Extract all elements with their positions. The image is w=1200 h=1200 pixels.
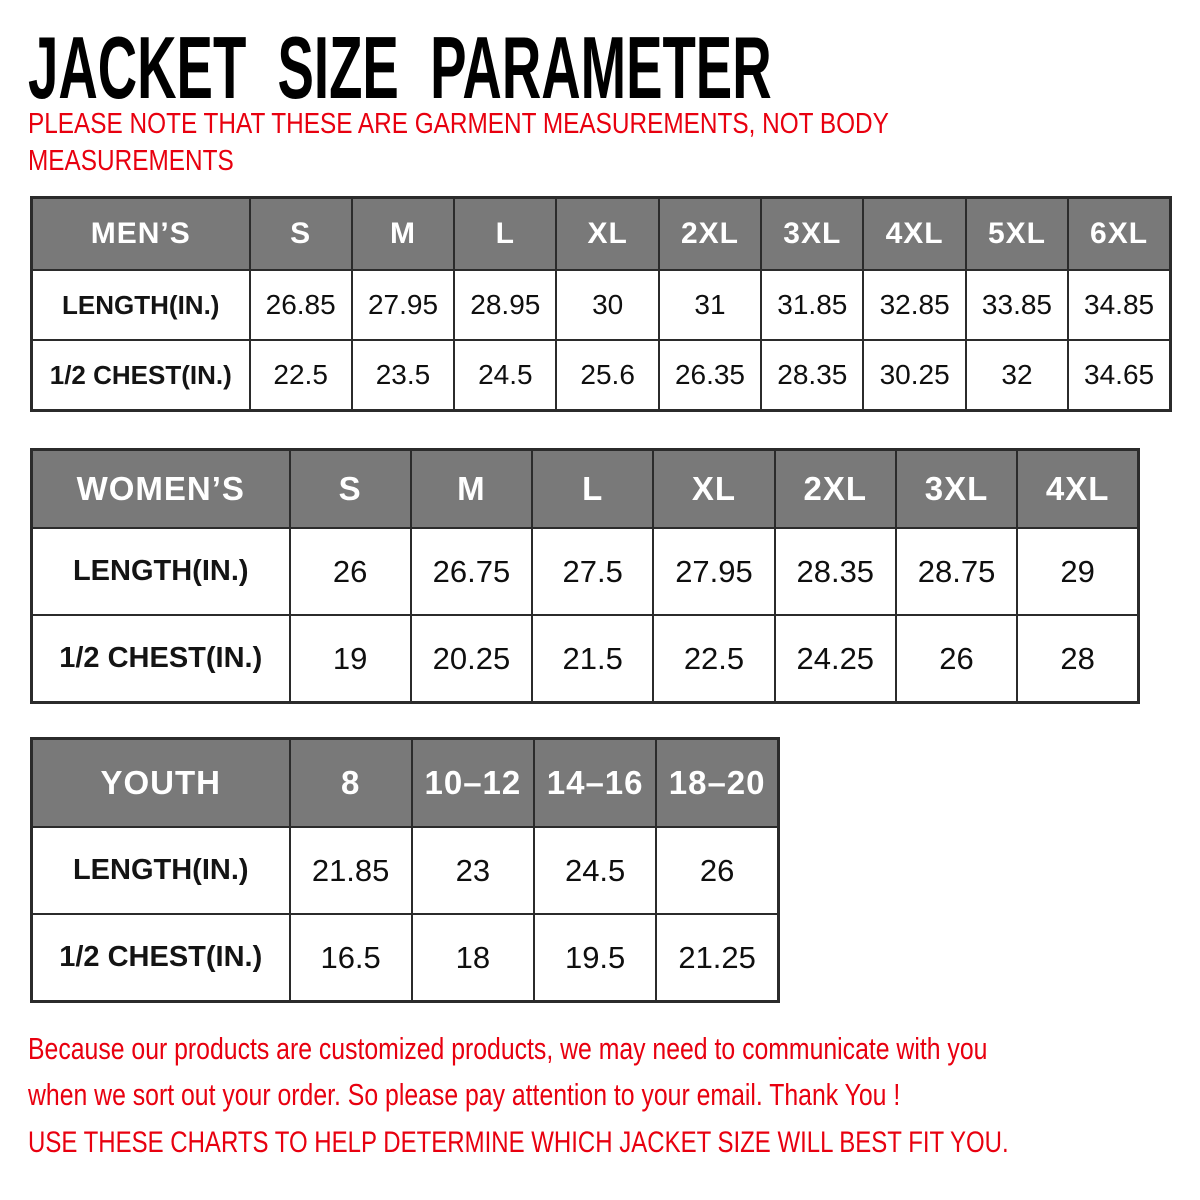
value-cell: 34.65 <box>1068 340 1170 411</box>
womens-header-row <box>32 450 1139 529</box>
value-cell: 22.5 <box>250 340 352 411</box>
value-cell: 30 <box>556 270 658 340</box>
size-header-cell: XL <box>653 450 774 529</box>
womens-chest-row <box>32 615 1139 703</box>
value-cell: 26.35 <box>659 340 761 411</box>
size-header-cell: 14–16 <box>534 739 656 828</box>
size-header-cell: S <box>250 198 352 271</box>
value-cell: 21.85 <box>290 827 412 914</box>
value-cell: 22.5 <box>653 615 774 703</box>
value-cell: 23 <box>412 827 534 914</box>
size-header-cell: L <box>454 198 556 271</box>
size-header-cell: M <box>352 198 454 271</box>
youth-size-table <box>30 737 780 1003</box>
value-cell: 26.85 <box>250 270 352 340</box>
size-header-cell: 8 <box>290 739 412 828</box>
value-cell: 26 <box>656 827 778 914</box>
size-header-cell: 4XL <box>863 198 965 271</box>
size-header-cell: 18–20 <box>656 739 778 828</box>
value-cell: 28.35 <box>761 340 863 411</box>
value-cell: 26.75 <box>411 528 532 615</box>
size-header-cell: 6XL <box>1068 198 1170 271</box>
value-cell: 32.85 <box>863 270 965 340</box>
note-line-2: MEASUREMENTS <box>28 145 234 177</box>
value-cell: 25.6 <box>556 340 658 411</box>
page-title: JACKET SIZE PARAMETER <box>28 18 772 117</box>
customization-notice-line-2: when we sort out your order. So please pay attention to your email. Thank You ! <box>28 1077 901 1112</box>
size-header-cell: 5XL <box>966 198 1068 271</box>
value-cell: 24.5 <box>534 827 656 914</box>
size-header-cell: XL <box>556 198 658 271</box>
womens-size-table <box>30 448 1140 704</box>
value-cell: 24.5 <box>454 340 556 411</box>
value-cell: 29 <box>1017 528 1138 615</box>
row-label-cell: LENGTH(IN.) <box>32 528 290 615</box>
value-cell: 19 <box>290 615 411 703</box>
mens-header-row <box>32 198 1171 271</box>
chart-usage-note: USE THESE CHARTS TO HELP DETERMINE WHICH JACKET SIZE WILL BEST FIT YOU. <box>28 1126 1009 1159</box>
value-cell: 21.5 <box>532 615 653 703</box>
value-cell: 28.95 <box>454 270 556 340</box>
size-header-cell: 4XL <box>1017 450 1138 529</box>
row-label-cell: 1/2 CHEST(IN.) <box>32 914 290 1002</box>
value-cell: 28.35 <box>775 528 896 615</box>
row-label-cell: LENGTH(IN.) <box>32 270 250 340</box>
value-cell: 31.85 <box>761 270 863 340</box>
mens-table-title: MEN’S <box>32 198 250 271</box>
value-cell: 27.95 <box>352 270 454 340</box>
mens-length-row <box>32 270 1171 340</box>
youth-table-title: YOUTH <box>32 739 290 828</box>
mens-chest-row <box>32 340 1171 411</box>
size-header-cell: L <box>532 450 653 529</box>
value-cell: 19.5 <box>534 914 656 1002</box>
value-cell: 30.25 <box>863 340 965 411</box>
value-cell: 24.25 <box>775 615 896 703</box>
size-header-cell: S <box>290 450 411 529</box>
size-header-cell: 3XL <box>761 198 863 271</box>
row-label-cell: 1/2 CHEST(IN.) <box>32 340 250 411</box>
size-header-cell: M <box>411 450 532 529</box>
size-header-cell: 2XL <box>659 198 761 271</box>
value-cell: 32 <box>966 340 1068 411</box>
garment-measurement-note <box>28 106 952 180</box>
value-cell: 26 <box>896 615 1017 703</box>
mens-size-table <box>30 196 1172 412</box>
customization-notice <box>28 1026 987 1118</box>
value-cell: 27.95 <box>653 528 774 615</box>
value-cell: 34.85 <box>1068 270 1170 340</box>
value-cell: 28 <box>1017 615 1138 703</box>
value-cell: 27.5 <box>532 528 653 615</box>
value-cell: 28.75 <box>896 528 1017 615</box>
womens-table-title: WOMEN’S <box>32 450 290 529</box>
value-cell: 20.25 <box>411 615 532 703</box>
size-header-cell: 10–12 <box>412 739 534 828</box>
womens-length-row <box>32 528 1139 615</box>
size-header-cell: 3XL <box>896 450 1017 529</box>
customization-notice-line-1: Because our products are customized products, we may need to communicate with you <box>28 1031 988 1066</box>
value-cell: 18 <box>412 914 534 1002</box>
youth-header-row <box>32 739 779 828</box>
value-cell: 16.5 <box>290 914 412 1002</box>
value-cell: 23.5 <box>352 340 454 411</box>
size-header-cell: 2XL <box>775 450 896 529</box>
note-line-1: PLEASE NOTE THAT THESE ARE GARMENT MEASUREMENTS, NOT BODY <box>28 108 889 140</box>
value-cell: 33.85 <box>966 270 1068 340</box>
youth-length-row <box>32 827 779 914</box>
youth-chest-row <box>32 914 779 1002</box>
row-label-cell: LENGTH(IN.) <box>32 827 290 914</box>
row-label-cell: 1/2 CHEST(IN.) <box>32 615 290 703</box>
value-cell: 21.25 <box>656 914 778 1002</box>
value-cell: 31 <box>659 270 761 340</box>
value-cell: 26 <box>290 528 411 615</box>
